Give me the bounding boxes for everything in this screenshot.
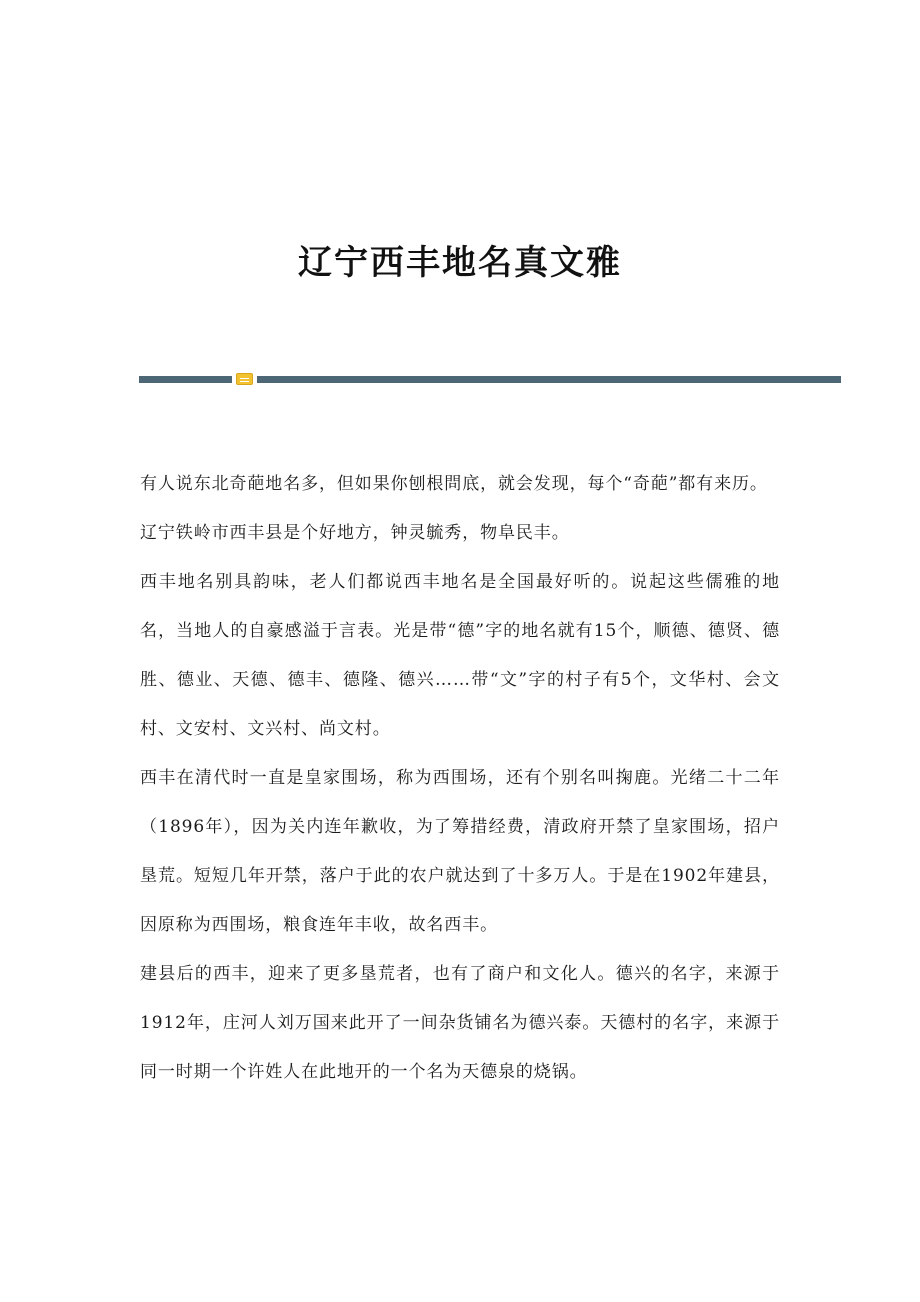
- divider-emblem-icon: [236, 373, 253, 385]
- document-title: 辽宁西丰地名真文雅: [298, 242, 622, 283]
- document-body: [140, 460, 780, 1097]
- paragraph-2: 辽宁铁岭市西丰县是个好地方，钟灵毓秀，物阜民丰。: [140, 523, 570, 543]
- paragraph-5: 建县后的西丰，迎来了更多垦荒者，也有了商户和文化人。德兴的名字，来源于1912年，庄河人刘万国来此开了一间杂货铺名为德兴泰。天德村的名字，来源于同一时期一个许姓人在此地开的一个名为天德泉的烧锅。: [140, 964, 780, 1082]
- divider-bar-left: [139, 376, 232, 383]
- paragraph-1: 有人说东北奇葩地名多，但如果你刨根問底，就会发现，每个“奇葩”都有来历。: [140, 474, 768, 494]
- divider-bar-right: [257, 376, 841, 383]
- paragraph-4: 西丰在清代时一直是皇家围场，称为西围场，还有个别名叫掬鹿。光绪二十二年（1896年），因为关内连年歉收，为了筹措经费，清政府开禁了皇家围场，招户垦荒。短短几年开禁，落户于此的农户就达到了十多万人。于是在1902年建县，因原称为西围场，粮食连年丰收，故名西丰。: [140, 768, 780, 935]
- title-divider: [139, 372, 841, 386]
- paragraph-3: 西丰地名别具韵味，老人们都说西丰地名是全国最好听的。说起这些儒雅的地名，当地人的自豪感溢于言表。光是带“德”字的地名就有15个，顺德、德贤、德胜、德业、天德、德丰、德隆、德兴……带“文”字的村子有5个，文华村、会文村、文安村、文兴村、尚文村。: [140, 572, 780, 739]
